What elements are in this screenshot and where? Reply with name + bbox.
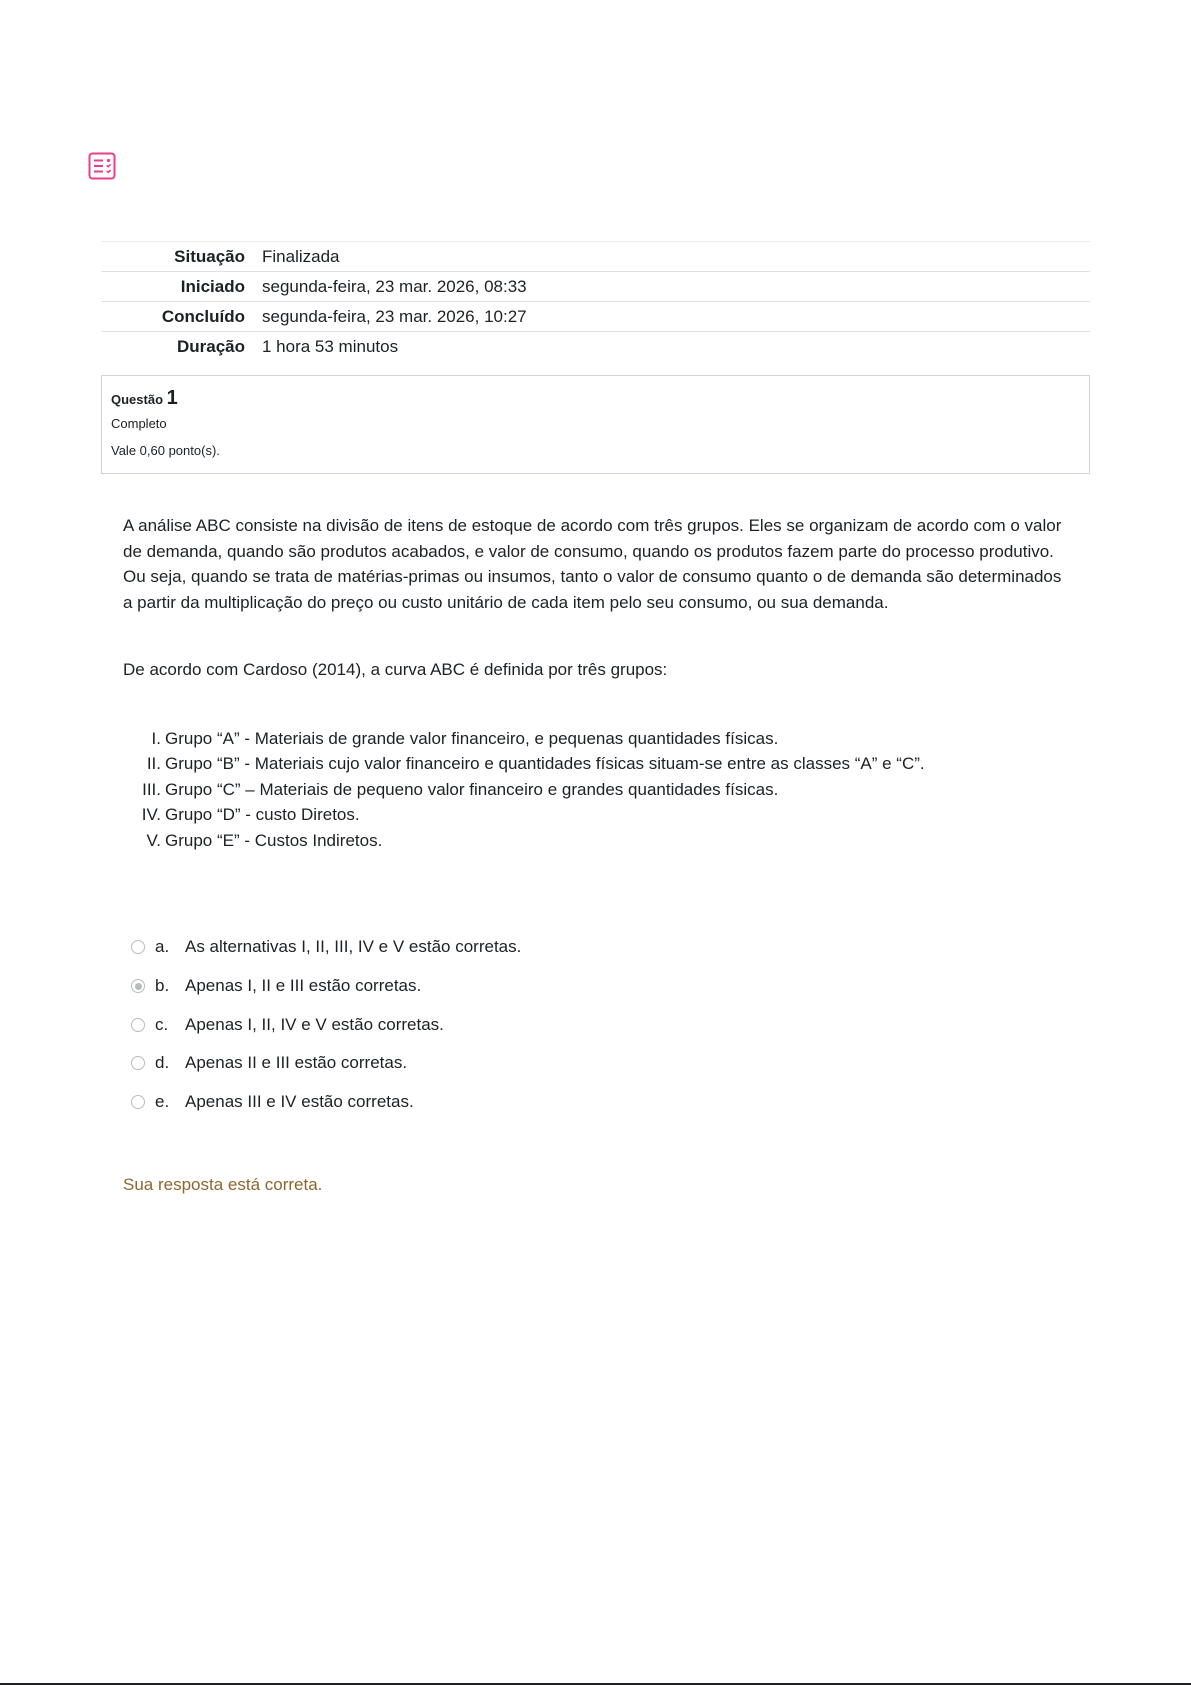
answer-option-b[interactable]	[131, 967, 521, 1006]
statement-text: Grupo “D” - custo Diretos.	[165, 805, 360, 824]
summary-value: 1 hora 53 minutos	[262, 336, 399, 356]
quiz-list-icon	[88, 152, 116, 180]
summary-label: Concluído	[161, 306, 245, 326]
attempt-summary-table	[101, 241, 1090, 361]
summary-value: Finalizada	[262, 246, 340, 266]
question-paragraph: A análise ABC consiste na divisão de itens de estoque de acordo com três grupos. Eles se organizam de acordo com o valor de demanda, quando são produtos acabados, e valor de consumo, quando os produtos fazem parte do processo produtivo. Ou seja, quando se trata de matérias-primas ou insumos, tanto o valor de consumo quanto o de demanda são determinados a partir da multiplicação do preço ou custo unitário de cada item pelo seu consumo, ou sua demanda.	[123, 516, 1062, 612]
summary-label: Situação	[174, 246, 245, 266]
answer-text: Apenas III e IV estão corretas.	[185, 1092, 414, 1112]
summary-row-completed	[101, 301, 1090, 331]
answer-letter: e.	[155, 1092, 170, 1112]
statement-text: Grupo “A” - Materiais de grande valor financeiro, e pequenas quantidades físicas.	[165, 728, 779, 748]
question-number: 1	[166, 387, 178, 409]
answer-options	[131, 928, 521, 1121]
summary-value: segunda-feira, 23 mar. 2026, 08:33	[262, 276, 527, 296]
statement-item	[123, 828, 1068, 854]
answer-text: Apenas I, II, IV e V estão corretas.	[185, 1014, 444, 1034]
answer-option-d[interactable]	[131, 1044, 521, 1083]
statement-number: V.	[146, 830, 161, 850]
answer-text: As alternativas I, II, III, IV e V estão corretas.	[185, 937, 522, 957]
summary-value: segunda-feira, 23 mar. 2026, 10:27	[262, 306, 527, 326]
summary-row-state	[101, 241, 1090, 271]
question-grade: Vale 0,60 ponto(s).	[111, 443, 220, 458]
answer-feedback: Sua resposta está correta.	[123, 1175, 323, 1194]
answer-text: Apenas I, II e III estão corretas.	[185, 976, 422, 996]
question-text	[123, 513, 1068, 853]
answer-letter: d.	[155, 1053, 170, 1073]
summary-label: Iniciado	[180, 276, 245, 296]
statement-item	[123, 802, 1068, 828]
statement-number: IV.	[141, 805, 161, 824]
statement-number: I.	[151, 728, 161, 748]
statement-text: Grupo “C” – Materiais de pequeno valor financeiro e grandes quantidades físicas.	[165, 779, 779, 799]
statement-item	[123, 777, 1068, 803]
question-title	[111, 387, 1080, 410]
statement-item	[123, 751, 1068, 777]
summary-label: Duração	[176, 336, 245, 356]
statement-text: Grupo “B” - Materiais cujo valor financeiro e quantidades físicas situam-se entre as classes “A” e “C”.	[165, 754, 925, 773]
answer-option-c[interactable]	[131, 1005, 521, 1044]
radio-button[interactable]	[131, 940, 145, 954]
statement-list	[123, 726, 1068, 854]
answer-text: Apenas II e III estão corretas.	[185, 1053, 408, 1073]
statement-text: Grupo “E” - Custos Indiretos.	[165, 830, 383, 850]
summary-row-started	[101, 271, 1090, 301]
statement-number: II.	[146, 754, 161, 773]
statement-item	[123, 726, 1068, 752]
radio-button[interactable]	[131, 1056, 145, 1070]
question-title-prefix: Questão	[111, 392, 164, 407]
answer-letter: a.	[155, 937, 170, 957]
answer-letter: c.	[155, 1014, 169, 1034]
question-info-box	[101, 375, 1090, 474]
summary-row-duration	[101, 331, 1090, 361]
radio-button-selected[interactable]	[131, 979, 145, 993]
radio-button[interactable]	[131, 1018, 145, 1032]
question-paragraph: De acordo com Cardoso (2014), a curva ABC é definida por três grupos:	[123, 660, 668, 679]
answer-option-a[interactable]	[131, 928, 521, 967]
answer-option-e[interactable]	[131, 1083, 521, 1122]
answer-letter: b.	[155, 976, 170, 996]
radio-button[interactable]	[131, 1095, 145, 1109]
statement-number: III.	[142, 779, 161, 799]
question-state: Completo	[111, 416, 167, 431]
